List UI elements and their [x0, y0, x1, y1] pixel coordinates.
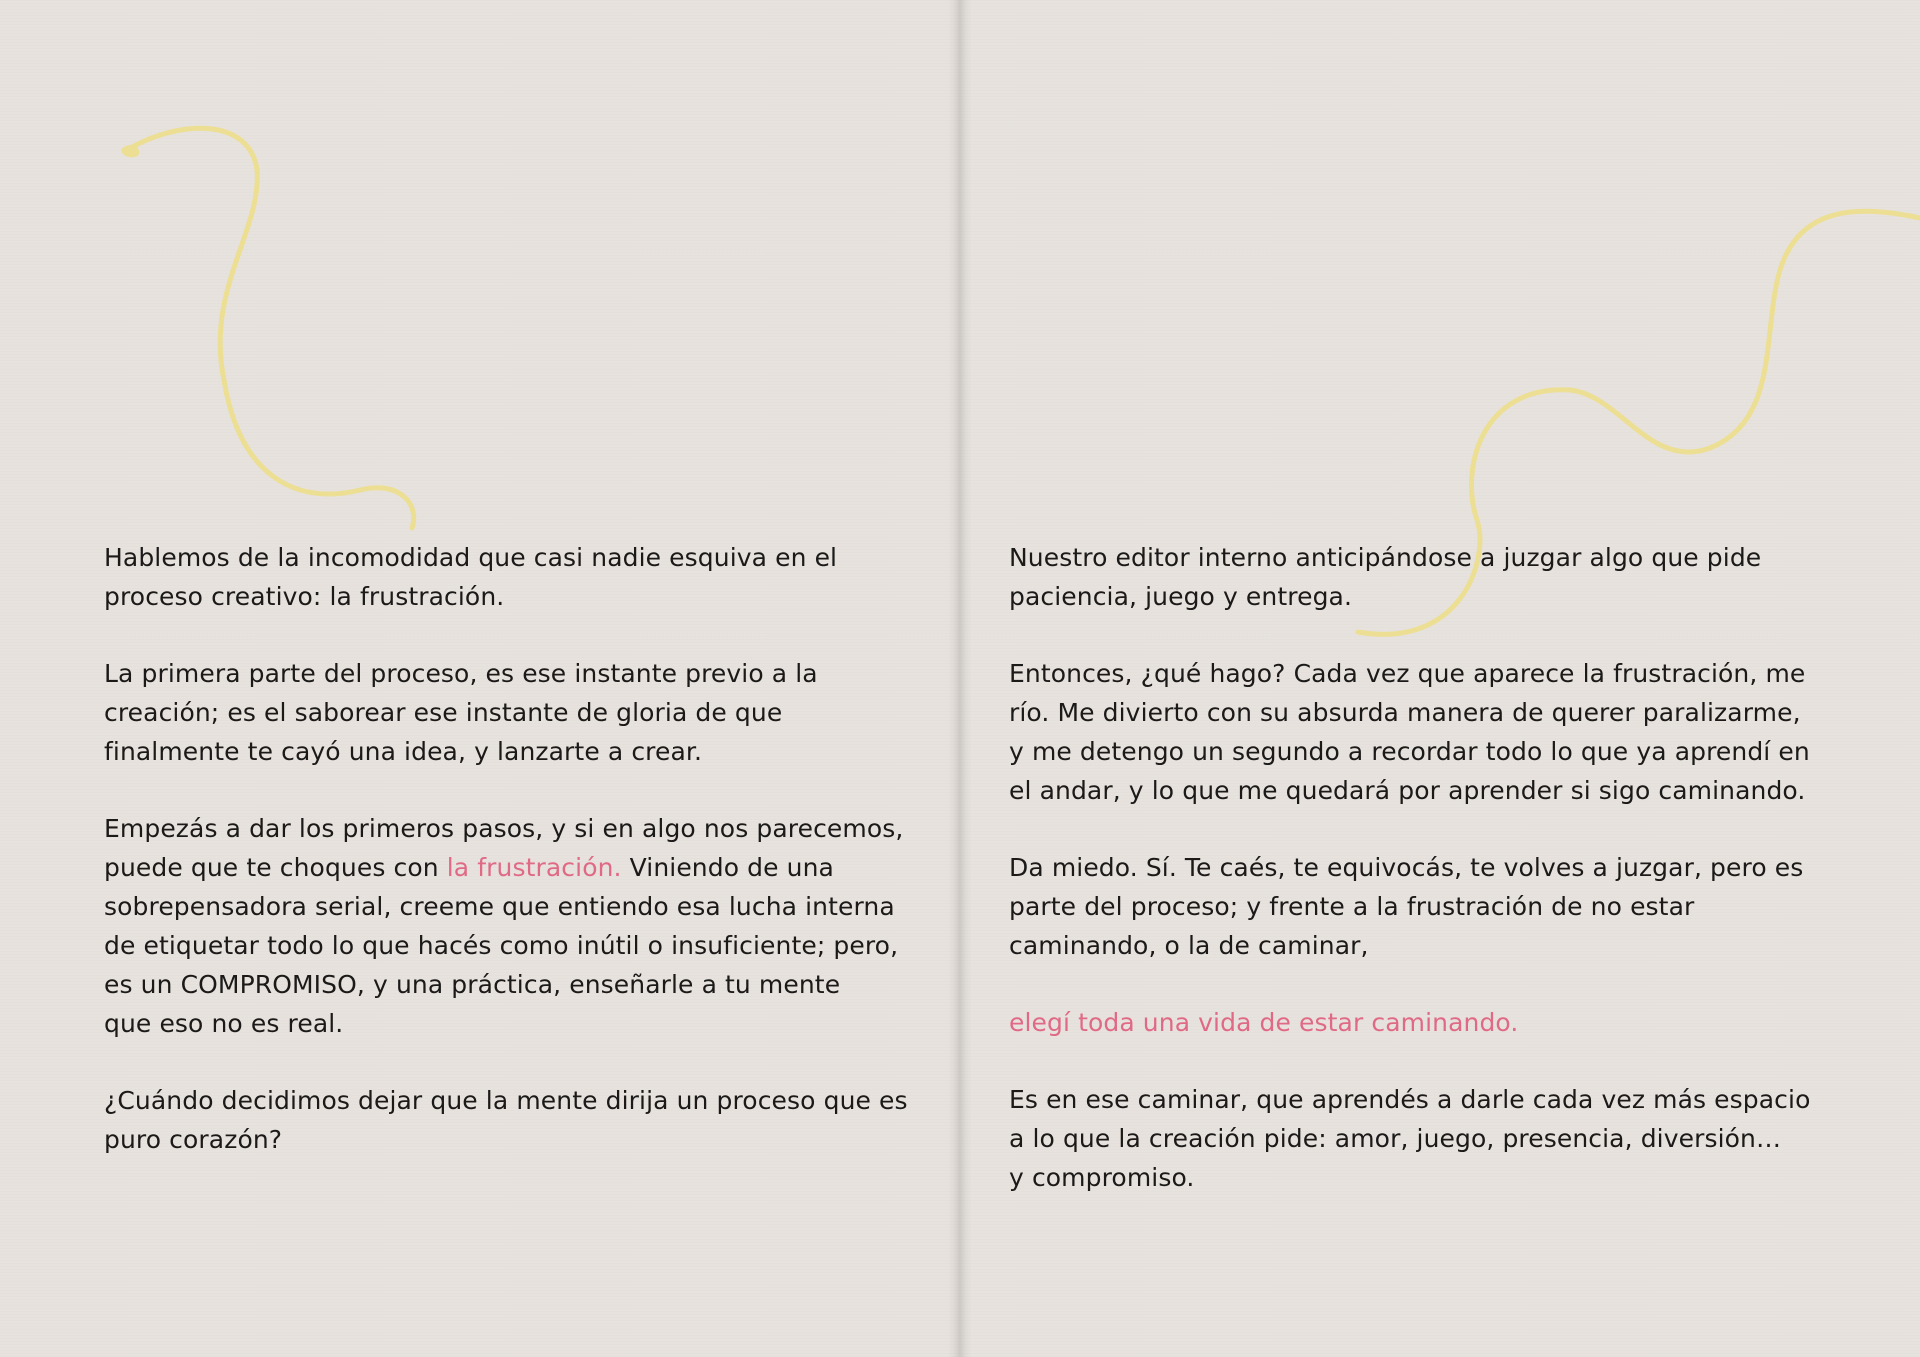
text-line: a lo que la creación pide: amor, juego, presencia, diversión… — [1009, 1124, 1782, 1153]
text-line: el andar, y lo que me quedará por aprender si sigo caminando. — [1009, 776, 1806, 805]
left-paragraph-3 — [104, 809, 924, 1043]
text-fragment: Viniendo de una — [621, 853, 834, 882]
text-line: parte del proceso; y frente a la frustración de no estar — [1009, 892, 1695, 921]
text-line: Nuestro editor interno anticipándose a juzgar algo que pide — [1009, 543, 1762, 572]
text-fragment: puede que te choques con — [104, 853, 447, 882]
text-line: Es en ese caminar, que aprendés a darle cada vez más espacio — [1009, 1085, 1811, 1114]
text-line: Hablemos de la incomodidad que casi nadie esquiva en el — [104, 543, 838, 572]
text-line: paciencia, juego y entrega. — [1009, 582, 1353, 611]
text-line: proceso creativo: la frustración. — [104, 582, 505, 611]
text-line: sobrepensadora serial, creeme que entiendo esa lucha interna — [104, 892, 895, 921]
right-page-text — [1009, 538, 1839, 1235]
text-line: es un COMPROMISO, y una práctica, enseñarle a tu mente — [104, 970, 841, 999]
text-line: caminando, o la de caminar, — [1009, 931, 1369, 960]
right-paragraph-5 — [1009, 1080, 1839, 1197]
left-paragraph-1 — [104, 538, 924, 616]
text-line: que eso no es real. — [104, 1009, 344, 1038]
text-line: finalmente te cayó una idea, y lanzarte a crear. — [104, 737, 703, 766]
right-paragraph-1 — [1009, 538, 1839, 616]
right-paragraph-2 — [1009, 654, 1839, 810]
text-line: ¿Cuándo decidimos dejar que la mente dirija un proceso que es — [104, 1086, 908, 1115]
left-paragraph-4 — [104, 1081, 924, 1159]
highlight-frustracion: la frustración. — [446, 853, 622, 882]
text-line-with-highlight — [104, 848, 924, 887]
left-page-text — [104, 538, 924, 1197]
text-line: Empezás a dar los primeros pasos, y si en algo nos parecemos, — [104, 814, 904, 843]
text-line: río. Me divierto con su absurda manera de querer paralizarme, — [1009, 698, 1801, 727]
text-line: creación; es el saborear ese instante de gloria de que — [104, 698, 783, 727]
text-line: Entonces, ¿qué hago? Cada vez que aparece la frustración, me — [1009, 659, 1806, 688]
right-paragraph-3 — [1009, 848, 1839, 965]
text-line: La primera parte del proceso, es ese instante previo a la — [104, 659, 818, 688]
right-paragraph-highlight — [1009, 1003, 1839, 1042]
highlight-caminando: elegí toda una vida de estar caminando. — [1009, 1008, 1519, 1037]
text-line: puro corazón? — [104, 1125, 283, 1154]
text-line: y compromiso. — [1009, 1163, 1195, 1192]
text-line: Da miedo. Sí. Te caés, te equivocás, te volves a juzgar, pero es — [1009, 853, 1804, 882]
text-line: y me detengo un segundo a recordar todo lo que ya aprendí en — [1009, 737, 1810, 766]
book-gutter-shadow — [948, 0, 972, 1357]
left-paragraph-2 — [104, 654, 924, 771]
text-line: de etiquetar todo lo que hacés como inútil o insuficiente; pero, — [104, 931, 899, 960]
